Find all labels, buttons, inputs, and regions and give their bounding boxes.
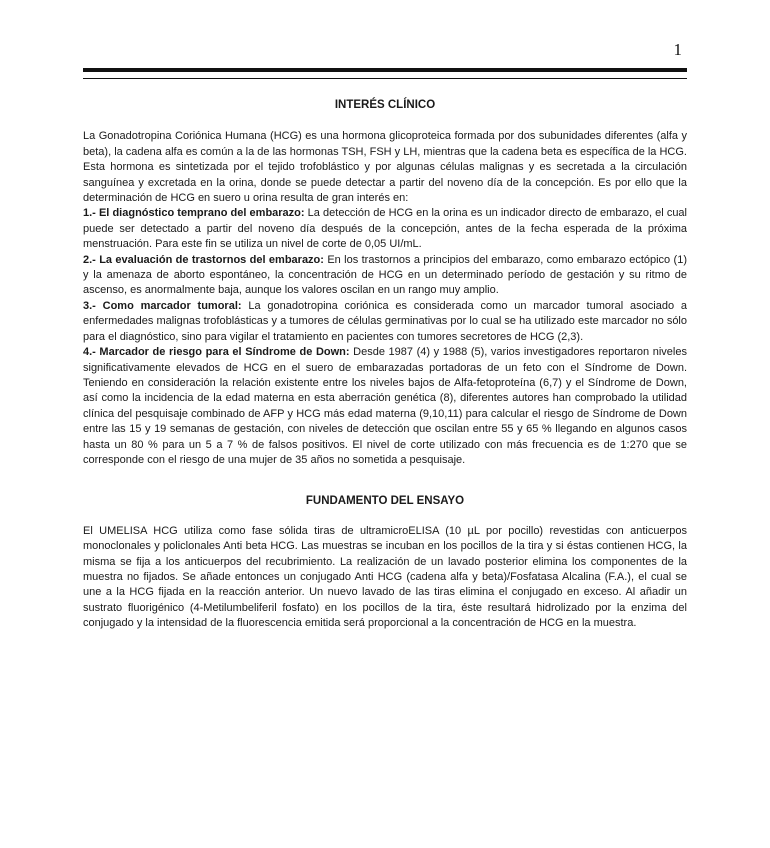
- item-heading: 1.- El diagnóstico temprano del embarazo:: [83, 207, 305, 220]
- item-heading: 3.- Como marcador tumoral:: [83, 299, 242, 312]
- page-number: 1: [673, 40, 682, 59]
- item-text: La gonadotropina coriónica es considerada como un marcador tumoral asociado a enfermedades malignas trofoblásticas y a tumores de células germinativas por lo cual se ha utilizado este marcador no sólo para el diagnóstico, sino para vigilar el tratamiento en pacientes con tumores secretores de HCG (2,3).: [83, 299, 687, 343]
- item-text: La detección de HCG en la orina es un indicador directo de embarazo, el cual puede ser detectado a partir del noveno día después de la concepción, antes de la fecha esperada de la próxima menstruación. Para este fin se utiliza un nivel de corte de 0,05 UI/mL.: [83, 207, 687, 251]
- section-title-assay-principle: FUNDAMENTO DEL ENSAYO: [305, 495, 465, 508]
- item-heading: 4.- Marcador de riesgo para el Síndrome de Down:: [83, 346, 350, 359]
- item-text: Desde 1987 (4) y 1988 (5), varios investigadores reportaron niveles significativamente elevados de HCG en el suero de embarazadas portadoras de un feto con el Síndrome de Down. Teniendo en consideración la relación existente entre los niveles bajos de Alfa-fetoproteína (6,7) y el Síndrome de Down, así como la incidencia de la edad materna en esta aberración genética (8), diferentes autores han comprobado la utilidad clínica del pesquisaje combinado de AFP y HCG más edad materna (9,10,11) para calcular el riesgo de Síndrome de Down entre las 15 y 19 semanas de gestación, con niveles de detección que oscilan entre 55 y 65 % llegando en algunos casos hasta un 80 % para un 5 a 7 % de falsos positivos. El nivel de corte utilizado con más frecuencia es de 1:270 que se corresponde con el riesgo de una mujer de 35 años no sometida a pesquisaje.: [83, 346, 687, 466]
- list-item: [83, 253, 687, 299]
- document-body: [83, 98, 687, 632]
- item-text: En los trastornos a principios del embarazo, como embarazo ectópico (1) y la amenaza de aborto espontáneo, la concentración de HCG en un determinado período de gestación y su ritmo de ascenso, es anormalmente baja, aunque los valores oscilan en un rango muy amplio.: [83, 253, 687, 297]
- section-title-clinical-interest: INTERÉS CLÍNICO: [334, 99, 436, 111]
- header-rule-thin: [83, 78, 687, 79]
- list-item: [83, 299, 687, 345]
- intro-paragraph: La Gonadotropina Coriónica Humana (HCG) es una hormona glicoproteica formada por dos subunidades diferentes (alfa y beta), la cadena alfa es común a la de las hormonas TSH, FSH y LH, mientras que la cadena beta es específica de la HCG. Esta hormona es sintetizada por el tejido trofoblástico y por algunas células malignas y es secretada a la circulación sanguínea y excretada en la orina, donde se puede detectar a partir del noveno día de la concepción. Es por ello que la determinación de HCG en suero u orina resulta de gran interés en:: [83, 130, 687, 205]
- header-rule-thick: [83, 68, 687, 72]
- list-item: [83, 345, 687, 468]
- list-item: [83, 206, 687, 252]
- item-heading: 2.- La evaluación de trastornos del embarazo:: [83, 253, 324, 266]
- assay-paragraph: El UMELISA HCG utiliza como fase sólida tiras de ultramicroELISA (10 µL por pocillo) revestidas con anticuerpos monoclonales y policlonales Anti beta HCG. Las muestras se incuban en los pocillos de la tira y si éstas contienen HCG, la misma se fija a los anticuerpos del recubrimiento. La realización de un lavado posterior elimina los componentes de la muestra no fijados. Se añade entonces un conjugado Anti HCG (cadena alfa y beta)/Fosfatasa Alcalina (F.A.), el cual se une a la HCG fijada en la reacción anterior. Un nuevo lavado de las tiras elimina el conjugado en exceso. Al añadir un sustrato fluorigénico (4-Metilumbeliferil fosfato) en los pocillos de la tira, éste resultará hidrolizado por la enzima del conjugado y la intensidad de la fluorescencia emitida será proporcional a la concentración de HCG en la muestra.: [83, 524, 687, 630]
